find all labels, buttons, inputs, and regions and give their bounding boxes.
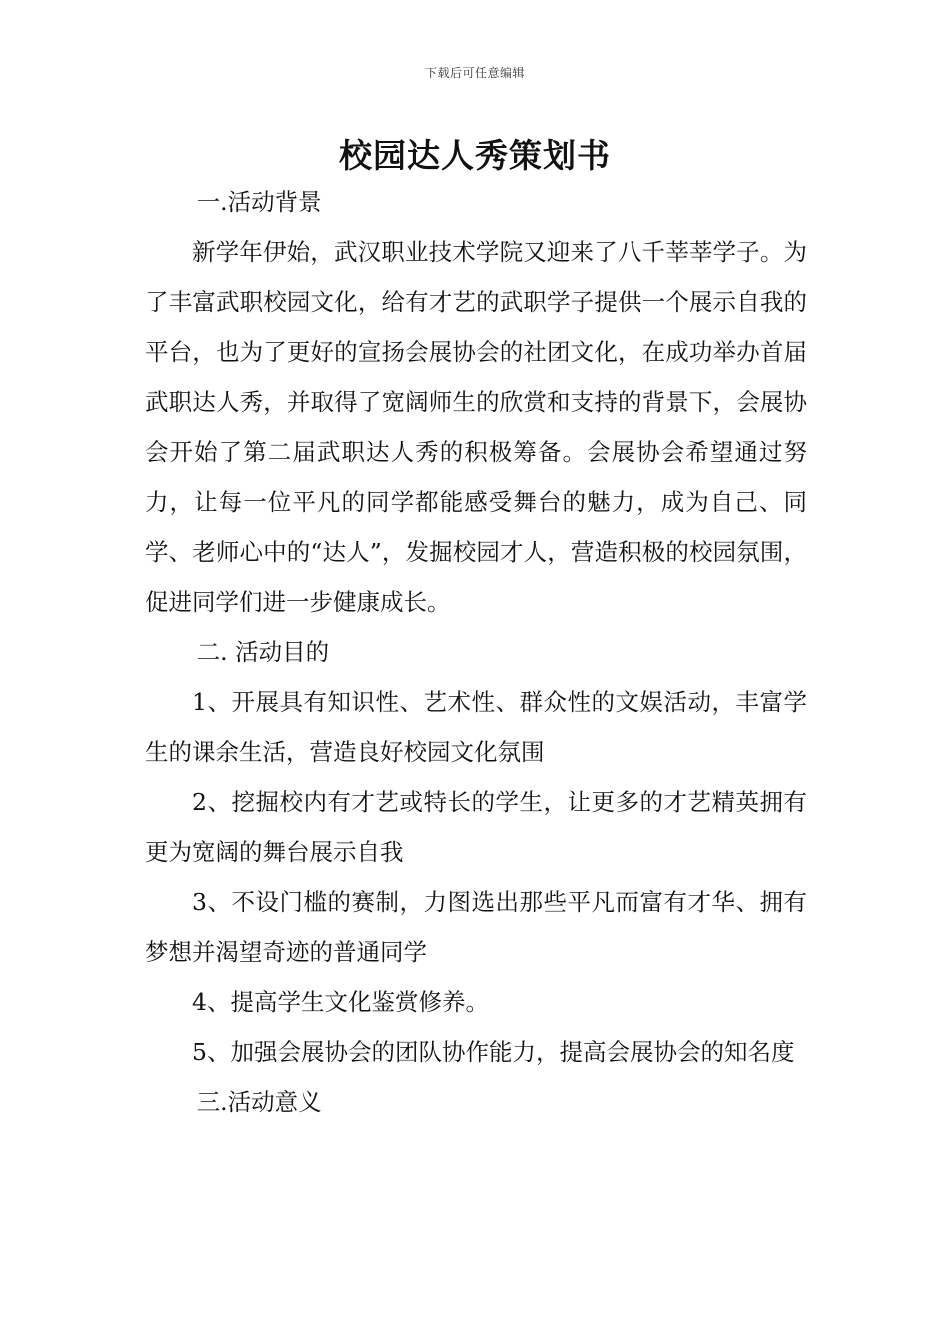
document-body [145, 177, 807, 1127]
goal-item: 1、开展具有知识性、艺术性、群众性的文娱活动，丰富学生的课余生活，营造良好校园文化氛围 [145, 688, 807, 766]
document-title: 校园达人秀策划书 [339, 136, 611, 175]
section-heading-background: 一.活动背景 [196, 188, 322, 216]
goal-item: 2、挖掘校内有才艺或特长的学生，让更多的才艺精英拥有更为宽阔的舞台展示自我 [145, 788, 807, 866]
section-heading-goals: 二. 活动目的 [196, 638, 330, 666]
header-note: 下载后可任意编辑 [424, 66, 525, 80]
goal-item: 5、加强会展协会的团队协作能力，提高会展协会的知名度 [192, 1038, 795, 1066]
goal-item: 4、提高学生文化鉴赏修养。 [192, 988, 489, 1016]
goal-item: 3、不设门槛的赛制，力图选出那些平凡而富有才华、拥有梦想并渴望奇迹的普通同学 [145, 888, 807, 966]
background-paragraph: 新学年伊始，武汉职业技术学院又迎来了八千莘莘学子。为了丰富武职校园文化，给有才艺的武职学子提供一个展示自我的平台，也为了更好的宣扬会展协会的社团文化，在成功举办首届武职达人秀，并取得了宽阔师生的欣赏和支持的背景下，会展协会开始了第二届武职达人秀的积极筹备。会展协会希望通过努力，让每一位平凡的同学都能感受舞台的魅力，成为自己、同学、老师心中的“达人”，发掘校园才人，营造积极的校园氛围，促进同学们进一步健康成长。 [145, 238, 807, 616]
section-heading-meaning: 三.活动意义 [196, 1088, 322, 1116]
